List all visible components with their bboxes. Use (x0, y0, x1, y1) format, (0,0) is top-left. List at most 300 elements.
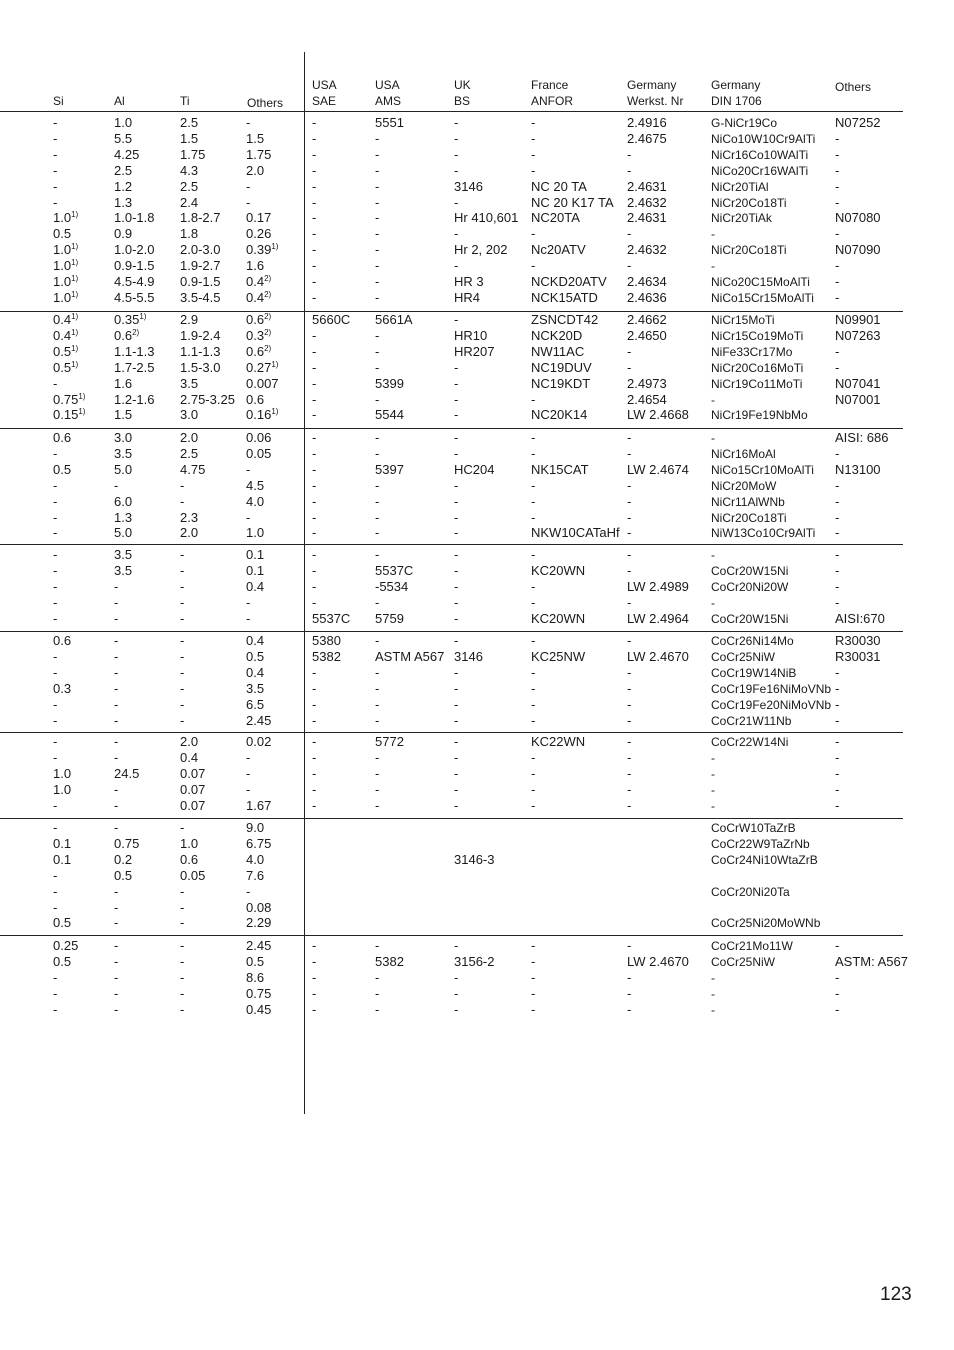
cell-si: 0.4$^{1)}$ (53, 312, 79, 327)
cell-others-right: - (835, 493, 840, 509)
cell-usa-ams: - (375, 130, 380, 146)
table-row (0, 563, 954, 579)
cell-al: - (114, 696, 119, 712)
cell-si: 1.0 (53, 781, 72, 797)
cell-france-anfor: - (531, 633, 536, 648)
cell-al: 0.35$^{1)}$ (114, 312, 147, 327)
cell-usa-ams: - (375, 146, 380, 162)
cell-si: 0.5 (53, 226, 72, 242)
cell-germany-din: - (711, 595, 715, 610)
cell-usa-ams: - (375, 938, 380, 953)
cell-france-anfor: - (531, 712, 536, 728)
cell-germany-din: - (711, 227, 715, 242)
table-row (0, 242, 954, 258)
cell-germany-werkst: 2.4636 (627, 289, 667, 305)
cell-si: 0.25 (53, 938, 79, 953)
cell-al: - (114, 1001, 119, 1017)
footnote-marker: 1) (71, 210, 79, 220)
cell-france-anfor: KC25NW (531, 648, 586, 664)
table-row (0, 462, 954, 478)
cell-usa-ams: - (375, 680, 380, 696)
cell-france-anfor: - (531, 664, 536, 680)
footnote-marker: 2) (264, 343, 272, 353)
cell-others-right: AISI: 686 (835, 430, 889, 445)
table-row (0, 115, 954, 131)
cell-ti: 2.3 (180, 509, 199, 525)
table-row (0, 510, 954, 526)
cell-germany-din: NiCo10W10Cr9AlTi (711, 131, 816, 146)
cell-germany-werkst: 2.4675 (627, 130, 667, 146)
table-row (0, 360, 954, 376)
cell-al: 5.0 (114, 461, 133, 477)
cell-others-right: - (835, 712, 840, 728)
cell-si: - (53, 610, 58, 626)
cell-uk-bs: - (454, 430, 459, 445)
cell-germany-din: NiCr20Co18Ti (711, 195, 787, 210)
cell-si: 0.5$^{1)}$ (53, 343, 79, 359)
cell-germany-werkst: 2.4631 (627, 210, 667, 226)
cell-usa-ams: - (375, 445, 380, 461)
cell-usa-ams: - (375, 327, 380, 343)
cell-usa-ams: - (375, 162, 380, 178)
cell-uk-bs: - (454, 1001, 459, 1017)
cell-uk-bs: - (454, 115, 459, 130)
cell-germany-werkst: - (627, 343, 632, 359)
cell-others: 1.5 (246, 130, 265, 146)
cell-al: 3.0 (114, 430, 133, 445)
table-row (0, 525, 954, 541)
cell-germany-werkst: - (627, 477, 632, 493)
cell-others: 1.6 (246, 258, 265, 274)
cell-si: 1.0$^{1)}$ (53, 210, 79, 226)
cell-ti: 0.9-1.5 (180, 274, 221, 289)
cell-usa-sae: - (312, 242, 317, 258)
cell-al: - (114, 938, 119, 953)
cell-uk-bs: 3146 (454, 648, 483, 664)
cell-uk-bs: - (454, 696, 459, 712)
cell-others: 0.4 (246, 633, 265, 648)
cell-others-right: N13100 (835, 461, 881, 477)
cell-ti: - (180, 938, 185, 953)
cell-germany-werkst: 2.4654 (627, 391, 667, 407)
group-rule (0, 935, 903, 936)
cell-others-right: - (835, 664, 840, 680)
cell-france-anfor: NC20K14 (531, 407, 588, 423)
cell-others-right: - (835, 985, 840, 1001)
header-line: Germany (627, 78, 677, 92)
cell-uk-bs: - (454, 509, 459, 525)
cell-france-anfor: - (531, 578, 536, 594)
table-row (0, 312, 954, 328)
cell-ti: 2.0 (180, 430, 199, 445)
cell-others-right: - (835, 343, 840, 359)
cell-ti: - (180, 820, 185, 835)
cell-others: 4.0 (246, 851, 265, 867)
cell-germany-din: CoCr20Ni20W (711, 579, 789, 594)
cell-si: 0.6 (53, 633, 72, 648)
cell-si: 0.5 (53, 461, 72, 477)
cell-germany-werkst: - (627, 562, 632, 578)
cell-germany-din: NiCr20Co16MoTi (711, 360, 804, 375)
cell-usa-sae: - (312, 445, 317, 461)
cell-others-right: - (835, 226, 840, 242)
table-row (0, 852, 954, 868)
cell-ti: - (180, 953, 185, 969)
cell-al: 2.5 (114, 162, 133, 178)
cell-uk-bs: - (454, 407, 459, 423)
cell-ti: 2.5 (180, 178, 199, 194)
cell-others-right: - (835, 359, 840, 375)
cell-others: - (246, 509, 251, 525)
cell-others: - (246, 781, 251, 797)
cell-usa-sae: - (312, 938, 317, 953)
cell-ti: 3.0 (180, 407, 199, 423)
cell-others-right: N07263 (835, 327, 881, 343)
cell-uk-bs: - (454, 130, 459, 146)
header-line: USA (312, 78, 337, 92)
cell-uk-bs: - (454, 562, 459, 578)
cell-uk-bs: - (454, 445, 459, 461)
cell-si: - (53, 797, 58, 813)
cell-germany-din: CoCr19Fe20NiMoVNb (711, 697, 832, 712)
cell-usa-ams: - (375, 664, 380, 680)
cell-al: 1.3 (114, 194, 133, 210)
cell-ti: 0.07 (180, 797, 206, 813)
cell-usa-ams: - (375, 633, 380, 648)
table-row (0, 633, 954, 649)
cell-si: - (53, 696, 58, 712)
cell-si: - (53, 985, 58, 1001)
cell-si: - (53, 1001, 58, 1017)
cell-ti: 1.5 (180, 130, 199, 146)
cell-others: - (246, 765, 251, 781)
cell-others-right: - (835, 594, 840, 610)
table-row (0, 163, 954, 179)
cell-others: 1.0 (246, 525, 265, 541)
cell-others-right: - (835, 562, 840, 578)
cell-ti: - (180, 696, 185, 712)
cell-others-right: - (835, 969, 840, 985)
cell-others: 2.45 (246, 712, 272, 728)
cell-germany-werkst: - (627, 749, 632, 765)
cell-uk-bs: - (454, 146, 459, 162)
cell-others-right: N07001 (835, 391, 881, 407)
cell-si: 1.0 (53, 765, 72, 781)
cell-si: - (53, 375, 58, 391)
table-row (0, 344, 954, 360)
cell-usa-sae: - (312, 578, 317, 594)
cell-germany-din: CoCr25NiW (711, 649, 776, 664)
cell-al: 0.2 (114, 851, 133, 867)
cell-france-anfor: - (531, 130, 536, 146)
cell-ti: 1.8-2.7 (180, 210, 221, 226)
header-line: SAE (312, 93, 337, 108)
cell-si: - (53, 547, 58, 562)
cell-others: 0.26 (246, 226, 272, 242)
cell-usa-ams: - (375, 178, 380, 194)
cell-si: 0.3 (53, 680, 72, 696)
cell-usa-sae: - (312, 765, 317, 781)
table-row (0, 734, 954, 750)
cell-germany-din: - (711, 766, 715, 781)
cell-si: - (53, 115, 58, 130)
cell-others: 0.1 (246, 562, 265, 578)
cell-germany-werkst: - (627, 226, 632, 242)
table-row (0, 226, 954, 242)
cell-germany-din: NiCr11AlWNb (711, 494, 785, 509)
cell-others-right: - (835, 749, 840, 765)
cell-others-right: N07090 (835, 242, 881, 258)
cell-al: 0.9 (114, 226, 133, 242)
table-row (0, 328, 954, 344)
cell-usa-sae: - (312, 146, 317, 162)
cell-germany-din: NiCr15Co19MoTi (711, 328, 804, 343)
cell-ti: 3.5-4.5 (180, 289, 221, 305)
cell-germany-werkst: - (627, 734, 632, 749)
cell-usa-sae: - (312, 115, 317, 130)
cell-usa-sae: - (312, 680, 317, 696)
footnote-marker: 1) (71, 359, 79, 369)
cell-si: - (53, 969, 58, 985)
cell-others: 2.29 (246, 915, 272, 931)
footnote-marker: 2) (264, 289, 272, 299)
cell-others: 2.0 (246, 162, 265, 178)
cell-others: 0.08 (246, 899, 272, 915)
header-line: Werkst. Nr (627, 93, 684, 108)
cell-others: 0.17 (246, 210, 272, 226)
cell-germany-din: CoCr21Mo11W (711, 939, 793, 953)
cell-si: - (53, 712, 58, 728)
cell-usa-sae: - (312, 712, 317, 728)
cell-germany-din: CoCr20Ni20Ta (711, 884, 790, 899)
cell-si: - (53, 734, 58, 749)
group-rule (0, 428, 903, 429)
cell-germany-din: CoCr26Ni14Mo (711, 634, 794, 648)
table-row (0, 210, 954, 226)
cell-germany-din: CoCr19W14NiB (711, 665, 797, 680)
cell-usa-sae: - (312, 734, 317, 749)
cell-al: 0.5 (114, 867, 133, 883)
cell-germany-werkst: - (627, 146, 632, 162)
cell-germany-werkst: LW 2.4674 (627, 461, 689, 477)
footnote-marker: 2) (132, 327, 140, 337)
header-usa-sae (312, 78, 337, 109)
cell-al: - (114, 664, 119, 680)
table-row (0, 258, 954, 274)
cell-usa-sae: - (312, 749, 317, 765)
cell-germany-din: - (711, 259, 715, 274)
cell-ti: - (180, 562, 185, 578)
cell-uk-bs: HR10 (454, 327, 488, 343)
cell-germany-werkst: - (627, 594, 632, 610)
cell-uk-bs: HR4 (454, 289, 481, 305)
table-row (0, 713, 954, 729)
cell-ti: 0.6 (180, 851, 199, 867)
cell-france-anfor: - (531, 985, 536, 1001)
cell-germany-werkst: - (627, 547, 632, 562)
cell-france-anfor: - (531, 162, 536, 178)
cell-others: - (246, 610, 251, 626)
cell-others: 0.4$^{2)}$ (246, 274, 272, 289)
cell-usa-ams: - (375, 226, 380, 242)
cell-others: 0.6$^{2)}$ (246, 312, 272, 327)
cell-germany-werkst: - (627, 509, 632, 525)
cell-usa-sae: - (312, 210, 317, 226)
cell-al: - (114, 820, 119, 835)
cell-al: 1.6 (114, 375, 133, 391)
cell-uk-bs: Hr 2, 202 (454, 242, 508, 258)
cell-usa-ams: - (375, 696, 380, 712)
cell-uk-bs: - (454, 226, 459, 242)
cell-usa-ams: 5397 (375, 461, 404, 477)
cell-usa-sae: - (312, 430, 317, 445)
cell-ti: 0.07 (180, 765, 206, 781)
cell-usa-ams: 5399 (375, 375, 404, 391)
cell-usa-sae: - (312, 525, 317, 541)
cell-france-anfor: NC19KDT (531, 375, 591, 391)
cell-uk-bs: - (454, 312, 459, 327)
cell-si: - (53, 194, 58, 210)
cell-france-anfor: - (531, 797, 536, 813)
cell-usa-sae: - (312, 130, 317, 146)
cell-usa-sae: - (312, 477, 317, 493)
header-line: France (531, 78, 569, 92)
cell-al: - (114, 953, 119, 969)
header-line: DIN 1706 (711, 93, 762, 108)
cell-france-anfor: NC20TA (531, 210, 580, 226)
table-row (0, 836, 954, 852)
cell-usa-sae: - (312, 258, 317, 274)
table-row (0, 766, 954, 782)
table-row (0, 407, 954, 423)
cell-others: 0.007 (246, 375, 279, 391)
cell-si: 0.5 (53, 953, 72, 969)
page-number: 123 (880, 1284, 912, 1305)
cell-al: - (114, 969, 119, 985)
cell-usa-sae: - (312, 664, 317, 680)
cell-germany-werkst: 2.4650 (627, 327, 667, 343)
cell-si: - (53, 146, 58, 162)
cell-germany-din: CoCr19Fe16NiMoVNb (711, 681, 832, 696)
cell-usa-sae: 5382 (312, 648, 341, 664)
cell-france-anfor: - (531, 226, 536, 242)
cell-others-right: - (835, 797, 840, 813)
cell-others: 0.39$^{1)}$ (246, 242, 279, 258)
cell-france-anfor: KC20WN (531, 610, 586, 626)
cell-si: 0.75$^{1)}$ (53, 391, 86, 407)
cell-usa-ams: - (375, 712, 380, 728)
cell-others: 0.4$^{2)}$ (246, 289, 272, 305)
cell-al: - (114, 749, 119, 765)
cell-si: 0.6 (53, 430, 72, 445)
cell-si: - (53, 178, 58, 194)
group-rule (0, 631, 903, 632)
cell-germany-din: NiCo15Cr15MoAlTi (711, 290, 814, 305)
cell-france-anfor: NKW10CATaHf (531, 525, 620, 541)
footnote-marker: 1) (78, 407, 86, 417)
table-row (0, 290, 954, 306)
cell-si: 0.1 (53, 851, 72, 867)
cell-si: 0.5$^{1)}$ (53, 359, 79, 375)
table-row (0, 970, 954, 986)
cell-usa-ams: - (375, 391, 380, 407)
footnote-marker: 1) (271, 407, 279, 417)
cell-others: 0.3$^{2)}$ (246, 327, 272, 343)
cell-usa-ams: - (375, 765, 380, 781)
cell-others-right: - (835, 696, 840, 712)
cell-ti: - (180, 664, 185, 680)
footnote-marker: 1) (71, 274, 79, 283)
table-row (0, 274, 954, 290)
cell-si: - (53, 525, 58, 541)
cell-germany-din: NiCr16MoAl (711, 446, 776, 461)
footnote-marker: 1) (78, 391, 86, 401)
cell-uk-bs: Hr 410,601 (454, 210, 519, 226)
cell-germany-din: CoCr21W11Nb (711, 713, 792, 728)
table-row (0, 195, 954, 211)
table-row (0, 446, 954, 462)
cell-al: 1.1-1.3 (114, 343, 155, 359)
cell-ti: - (180, 969, 185, 985)
cell-germany-werkst: 2.4973 (627, 375, 667, 391)
group-rule (0, 544, 903, 545)
cell-others-right: - (835, 130, 840, 146)
cell-uk-bs: - (454, 749, 459, 765)
table-row (0, 376, 954, 392)
footnote-marker: 1) (271, 242, 279, 252)
cell-others-right: - (835, 578, 840, 594)
cell-others-right: - (835, 258, 840, 274)
cell-al: - (114, 899, 119, 915)
cell-others: 1.67 (246, 797, 272, 813)
cell-others: 0.27$^{1)}$ (246, 359, 279, 375)
cell-germany-werkst: - (627, 493, 632, 509)
cell-al: - (114, 883, 119, 899)
cell-others: - (246, 749, 251, 765)
cell-others-right: - (835, 547, 840, 562)
cell-al: - (114, 985, 119, 1001)
header-germany-din (711, 78, 762, 109)
group-rule (0, 818, 903, 819)
cell-others-right: N07252 (835, 115, 881, 130)
cell-usa-ams: - (375, 242, 380, 258)
cell-france-anfor: - (531, 509, 536, 525)
cell-germany-werkst: LW 2.4670 (627, 648, 689, 664)
cell-al: - (114, 915, 119, 931)
cell-ti: 4.75 (180, 461, 206, 477)
footnote-marker: 1) (71, 327, 79, 337)
cell-si: - (53, 509, 58, 525)
cell-ti: 2.0 (180, 525, 199, 541)
cell-usa-sae: - (312, 969, 317, 985)
cell-usa-sae: - (312, 391, 317, 407)
header-germany-werkst (627, 78, 683, 109)
cell-germany-werkst: - (627, 969, 632, 985)
cell-germany-werkst: 2.4634 (627, 274, 667, 289)
cell-germany-werkst: LW 2.4668 (627, 407, 689, 423)
cell-germany-din: NiCr20TiAk (711, 211, 772, 226)
cell-al: 5.0 (114, 525, 133, 541)
cell-usa-ams: - (375, 210, 380, 226)
cell-others: - (246, 461, 251, 477)
cell-usa-ams: 5382 (375, 953, 404, 969)
cell-others: - (246, 115, 251, 130)
cell-others-right: - (835, 274, 840, 289)
cell-others: 0.5 (246, 648, 265, 664)
cell-ti: - (180, 712, 185, 728)
cell-germany-werkst: - (627, 680, 632, 696)
cell-usa-ams: - (375, 547, 380, 562)
